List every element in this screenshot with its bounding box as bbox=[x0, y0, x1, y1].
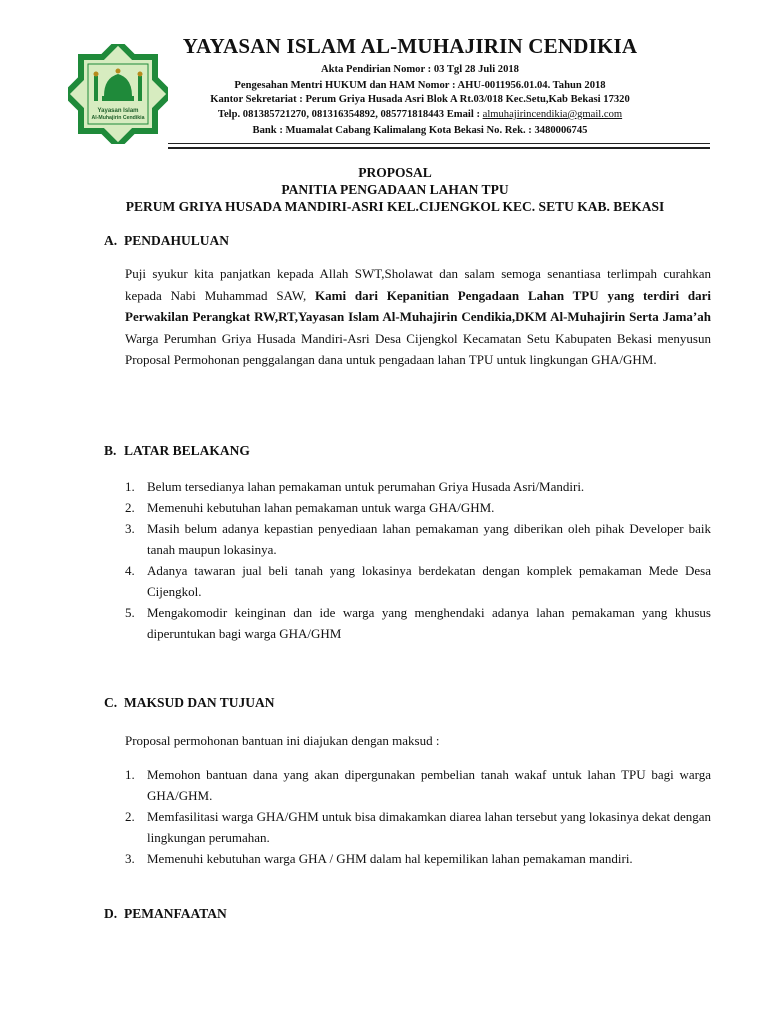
section-c-heading bbox=[104, 695, 275, 711]
introduction-paragraph bbox=[125, 263, 711, 371]
list-text: Memenuhi kebutuhan lahan pemakaman untuk warga GHA/GHM. bbox=[147, 500, 495, 515]
founding-deed-line: Akta Pendirian Nomor : 03 Tgl 28 Juli 2018 bbox=[321, 64, 519, 75]
document-location: PERUM GRIYA HUSADA MANDIRI-ASRI KEL.CIJENGKOL KEC. SETU KAB. BEKASI bbox=[125, 199, 665, 214]
document-title: PROPOSAL bbox=[358, 165, 432, 180]
email-link[interactable]: almuhajirincendikia@gmail.com bbox=[482, 109, 623, 120]
list-item bbox=[125, 476, 711, 497]
list-item bbox=[125, 602, 711, 644]
list-number: 5. bbox=[125, 605, 135, 620]
list-number: 1. bbox=[125, 767, 135, 782]
list-text: Memfasilitasi warga GHA/GHM untuk bisa dimakamkan diarea lahan tersebut yang lokasinya dekat dengan lingkungan perumahan. bbox=[147, 809, 711, 845]
list-number: 3. bbox=[125, 521, 135, 536]
header-divider-thin bbox=[168, 143, 710, 144]
list-number: 3. bbox=[125, 851, 135, 866]
letterhead bbox=[0, 0, 768, 150]
list-text: Mengakomodir keinginan dan ide warga yang menghendaki adanya lahan pemakaman yang khusus diperuntukan bagi warga GHA/GHM bbox=[147, 605, 711, 641]
intro-text-bold: Kami dari Kepanitian Pengadaan Lahan TPU yang terdiri dari Perwakilan Perangkat RW,RT,Yayasan Islam Al-Muhajirin Cendikia,DKM Al-Muhajirin Serta Jama’ah bbox=[125, 287, 711, 324]
section-letter: B. bbox=[104, 443, 117, 458]
section-letter: D. bbox=[104, 906, 118, 921]
section-b-heading bbox=[104, 443, 250, 459]
logo-text-line2: Al-Muhajirin Cendikia bbox=[91, 115, 145, 121]
list-text: Belum tersedianya lahan pemakaman untuk perumahan Griya Husada Asri/Mandiri. bbox=[147, 479, 585, 494]
section-title: PEMANFAATAN bbox=[124, 906, 227, 921]
list-text: Memenuhi kebutuhan warga GHA / GHM dalam hal kepemilikan lahan pemakaman mandiri. bbox=[147, 851, 633, 866]
logo-text-line1: Yayasan Islam bbox=[97, 108, 139, 114]
list-number: 2. bbox=[125, 500, 135, 515]
list-number: 4. bbox=[125, 563, 135, 578]
list-number: 1. bbox=[125, 479, 135, 494]
bank-account-line: Bank : Muamalat Cabang Kalimalang Kota Bekasi No. Rek. : 3480006745 bbox=[252, 125, 588, 136]
list-item bbox=[125, 848, 711, 869]
section-title: MAKSUD DAN TUJUAN bbox=[124, 695, 275, 710]
section-letter: A. bbox=[104, 233, 118, 248]
list-item bbox=[125, 497, 711, 518]
list-number: 2. bbox=[125, 809, 135, 824]
section-title: PENDAHULUAN bbox=[124, 233, 230, 248]
organization-name: YAYASAN ISLAM AL-MUHAJIRIN CENDIKIA bbox=[182, 34, 638, 58]
list-item bbox=[125, 764, 711, 806]
section-letter: C. bbox=[104, 695, 118, 710]
office-address-line: Kantor Sekretariat : Perum Griya Husada Asri Blok A Rt.03/018 Kec.Setu,Kab Bekasi 17320 bbox=[210, 94, 630, 105]
list-item bbox=[125, 518, 711, 560]
intro-text-end: Warga Perumhan Griya Husada Mandiri-Asri Desa Cijengkol Kecamatan Setu Kabupaten Bekasi menyusun Proposal Permohonan penggalangan dana untuk pengadaan lahan TPU untuk lingkungan GHA/GHM. bbox=[125, 330, 711, 367]
ministry-approval-line: Pengesahan Mentri HUKUM dan HAM Nomor : AHU-0011956.01.04. Tahun 2018 bbox=[234, 80, 606, 91]
section-d-heading bbox=[104, 906, 227, 922]
list-text: Masih belum adanya kepastian penyediaan lahan pemakaman yang diberikan oleh pihak Developer baik tanah maupun lokasinya. bbox=[147, 521, 711, 557]
header-divider-thick bbox=[168, 147, 710, 149]
section-a-heading bbox=[104, 233, 229, 249]
contact-line bbox=[150, 109, 690, 120]
section-title: LATAR BELAKANG bbox=[124, 443, 250, 458]
list-text: Adanya tawaran jual beli tanah yang lokasinya berdekatan dengan komplek pemakaman Mede Desa Cijengkol. bbox=[147, 563, 711, 599]
phone-numbers: Telp. 081385721270, 081316354892, 085771818443 Email : bbox=[217, 109, 483, 120]
purpose-intro: Proposal permohonan bantuan ini diajukan dengan maksud : bbox=[125, 733, 440, 748]
list-text: Memohon bantuan dana yang akan dipergunakan pembelian tanah wakaf untuk lahan TPU bagi warga GHA/GHM. bbox=[147, 767, 711, 803]
background-list bbox=[125, 476, 711, 644]
intro-text-start: Puji syukur kita panjatkan kepada Allah SWT,Sholawat dan salam semoga senantiasa terlimpah curahkan kepada Nabi Muhammad SAW, bbox=[125, 266, 711, 303]
purpose-list bbox=[125, 764, 711, 869]
document-subtitle: PANITIA PENGADAAN LAHAN TPU bbox=[281, 182, 509, 197]
list-item bbox=[125, 806, 711, 848]
list-item bbox=[125, 560, 711, 602]
